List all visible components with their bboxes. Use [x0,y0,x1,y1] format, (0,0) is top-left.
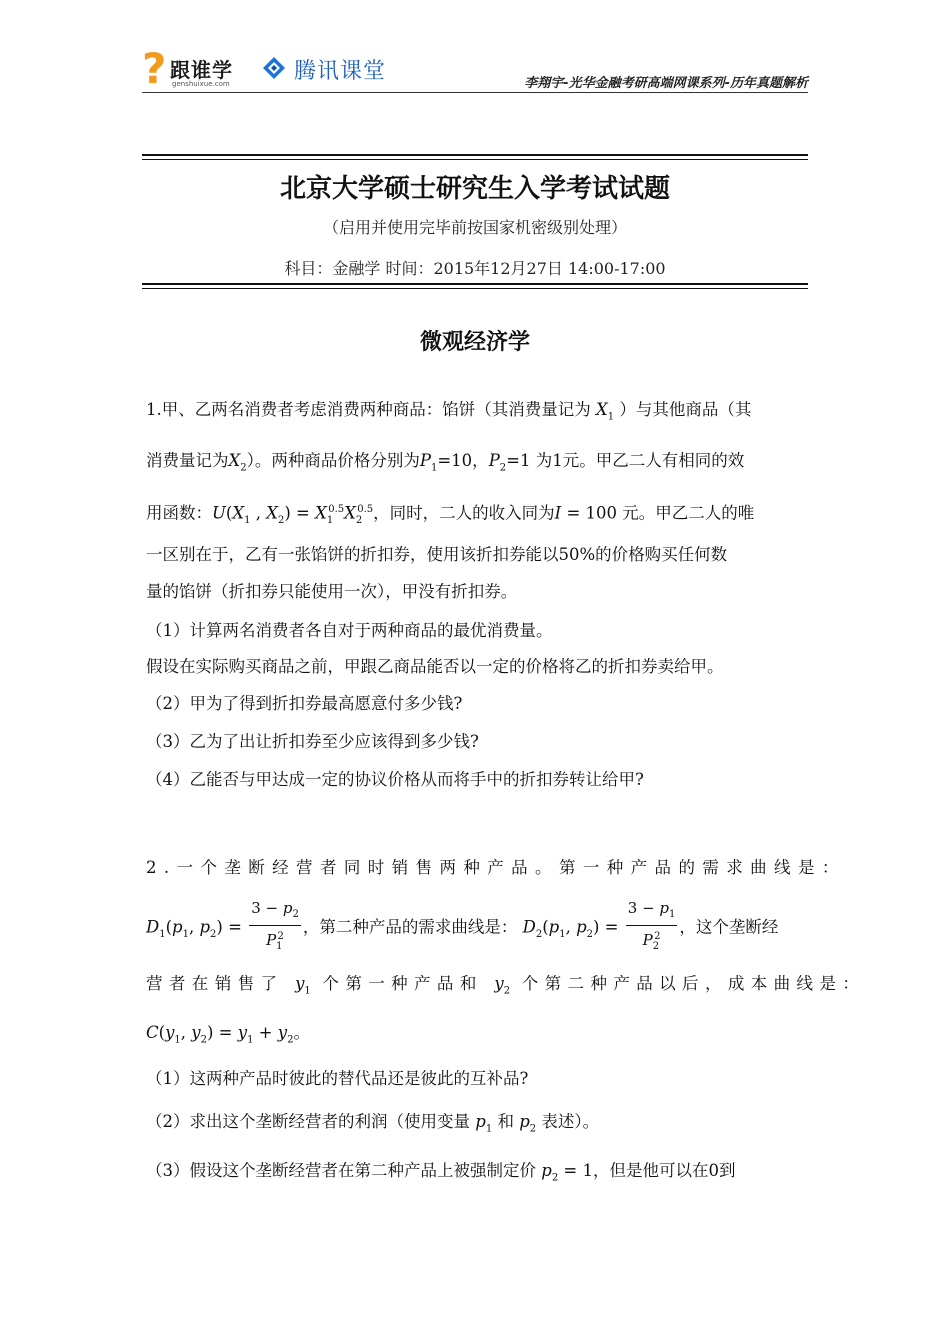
title-rule-top-thin [142,159,808,160]
logo1-url: genshuixue.com [172,80,230,88]
q1-line-1: 1.甲、乙两名消费者考虑消费两种商品：馅饼（其消费量记为 $X_1$ ）与其他商品（其 [146,400,752,423]
section-title: 微观经济学 [419,330,530,355]
q1-assumption: 假设在实际购买商品之前，甲跟乙商品能否以一定的价格将乙的折扣券卖给甲。 [146,657,724,676]
q2-sub-3: （3）假设这个垄断经营者在第二种产品上被强制定价 $p_2 = 1$，但是他可以在0到 [146,1161,736,1184]
exam-title: 北京大学硕士研究生入学考试试题 [279,174,670,204]
q1-sub-3: （3）乙为了出让折扣券至少应该得到多少钱? [146,732,479,751]
logo1-text: 跟谁学 [170,58,233,82]
q2-line-3: 营者在销售了 $y_1$ 个第一种产品和 $y_2$ 个第二种产品以后，成本曲线是： [146,974,866,997]
q2-line-1: 2.一个垄断经营者同时销售两种产品。第一种产品的需求曲线是： [146,858,846,877]
exam-meta: 科目：金融学 时间：2015年12月27日 14:00-17:00 [284,259,666,278]
q1-sub-2: （2）甲为了得到折扣券最高愿意付多少钱? [146,694,463,713]
q1-sub-4: （4）乙能否与甲达成一定的协议价格从而将手中的折扣券转让给甲? [146,770,644,789]
tencent-classroom-logo [262,54,392,84]
q1-line-3: 用函数：$U(X_1$ , $X_2) = X_1^{0.5}X_2^{0.5}$，同时，二人的收入同为I = 100 元。甲乙二人的唯 [146,503,755,526]
q2-sub-2: （2）求出这个垄断经营者的利润（使用变量 $p_1$ 和 $p_2$ 表述）。 [146,1112,600,1135]
logo2-text: 腾讯课堂 [294,59,387,84]
tencent-classroom-icon [262,56,286,80]
q2-line-2: $D_1(p_1$, $p_2$) = $\frac{3 - p_2}{P_1^2}$ ，第二种产品的需求曲线是： $D_2(p_1$, $p_2$) = $\frac{3 - p_1}{P_2^2}$ ，这个垄断经 [146,899,779,952]
title-rule-top [142,154,808,156]
q1-line-2: 消费量记为$X_2$）。两种商品价格分别为$P_1=10$，$P_2=1$ 为1元。甲乙二人有相同的效 [146,451,745,474]
genshuixue-logo [142,44,252,93]
series-title: 李翔宇-光华金融考研高端网课系列-历年真题解析 [524,76,808,91]
exam-subtitle: （启用并使用完毕前按国家机密级别处理） [322,218,627,237]
q1-line-5: 量的馅饼（折扣券只能使用一次），甲没有折扣券。 [146,582,518,601]
q1-line-4: 一区别在于，乙有一张馅饼的折扣券，使用该折扣券能以50%的价格购买任何数 [146,545,728,564]
q2-line-4: $C(y_1$, $y_2) = y_1 + y_2$。 [146,1023,310,1046]
q2-sub-1: （1）这两种产品时彼此的替代品还是彼此的互补品? [146,1069,529,1088]
title-rule-bottom [142,283,808,285]
title-rule-bottom-thin [142,288,808,289]
question-mark-icon: ? [142,44,167,93]
q1-sub-1: （1）计算两名消费者各自对于两种商品的最优消费量。 [146,621,553,640]
header-divider [142,92,808,93]
